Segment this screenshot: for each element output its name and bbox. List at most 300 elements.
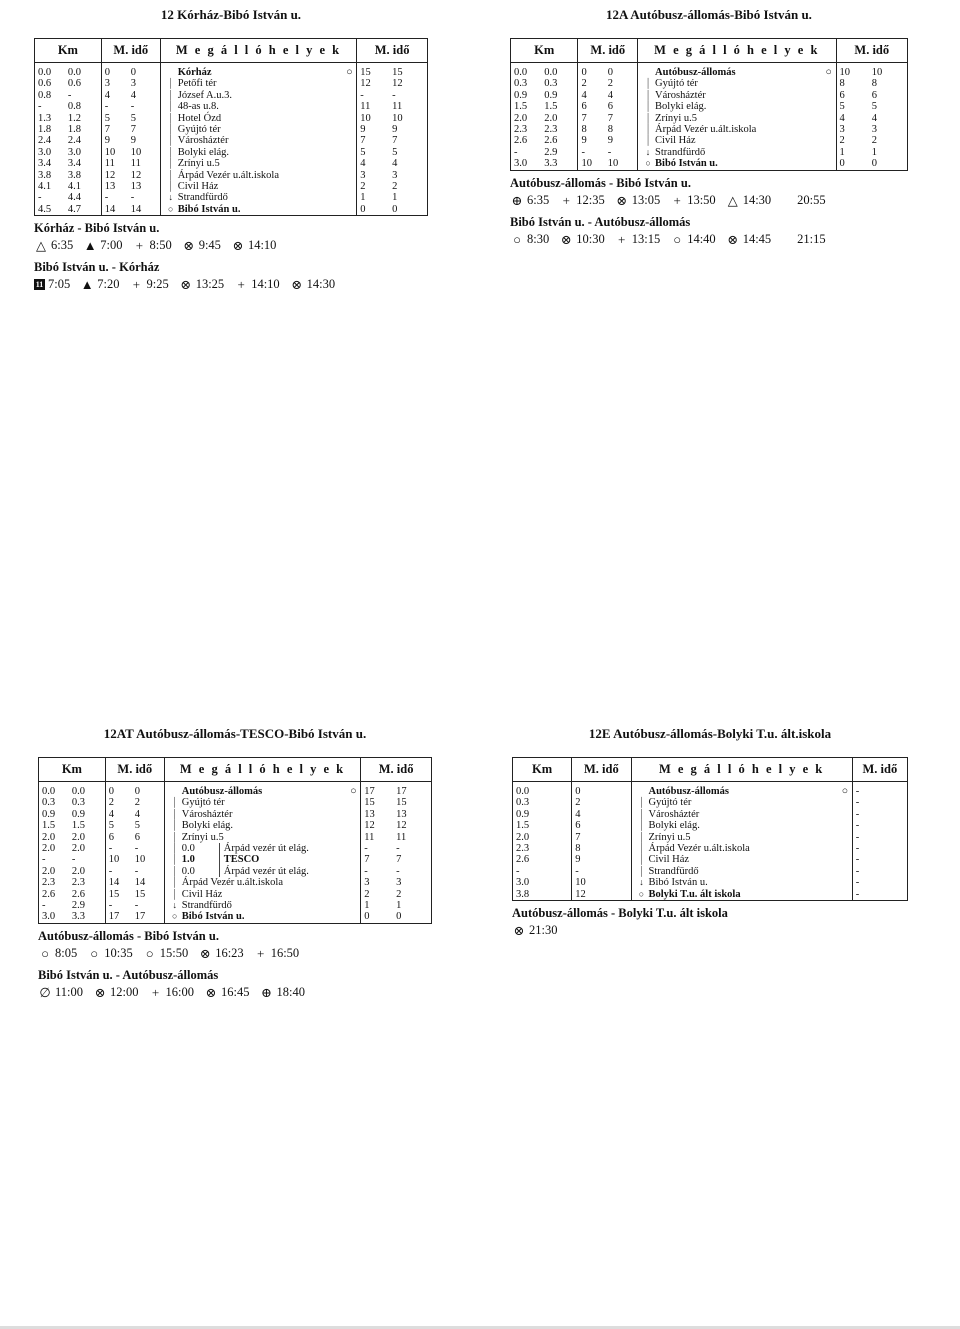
stop-name: Árpád Vezér u.ált.iskola xyxy=(181,877,284,889)
stop-name: Árpád Vezér u.ált.iskola xyxy=(655,124,757,136)
table-row xyxy=(35,135,428,146)
km-value-alt: 2.0 xyxy=(71,831,86,843)
km-value: 1.5 xyxy=(516,820,530,832)
direction-label: Kórház - Bibó István u. xyxy=(34,221,160,236)
stop-name: TESCO xyxy=(223,854,260,866)
schedule-symbol-icon: ⊕ xyxy=(261,984,272,1000)
stop-name: Zrínyi u.5 xyxy=(177,158,220,170)
route-line: │ xyxy=(171,854,178,865)
departure-time: 7:05 xyxy=(48,277,71,292)
column-header: M e g á l l ó h e l y e k xyxy=(638,39,837,63)
km-value: 3.0 xyxy=(514,158,528,170)
departure-time: 20:55 xyxy=(797,192,826,207)
route-line: │ xyxy=(167,181,174,192)
return-terminus-icon: ○ xyxy=(350,786,357,797)
schedule-symbol-icon: + xyxy=(132,277,141,293)
departure-list xyxy=(510,191,908,210)
stop-name: Bolyki T.u. ált iskola xyxy=(648,888,741,900)
timetable-grid xyxy=(38,757,432,924)
km-value: - xyxy=(516,865,520,877)
stop-name: József A.u.3. xyxy=(177,89,232,101)
departure-item xyxy=(87,944,132,963)
km-value: 0.3 xyxy=(516,797,530,809)
return-time-value: - xyxy=(855,843,860,855)
route-line: │ xyxy=(167,169,174,180)
terminus-icon: ○ xyxy=(172,911,178,922)
km-value: 2.3 xyxy=(42,877,56,889)
departure-time: 16:45 xyxy=(220,984,250,999)
return-time-value-alt: 7 xyxy=(392,135,398,147)
time-value-alt: 10 xyxy=(134,854,146,866)
return-time-value: 9 xyxy=(360,124,366,136)
route-line: │ xyxy=(171,877,178,888)
return-time-value: 4 xyxy=(360,158,366,170)
km-value-alt: 2.0 xyxy=(71,865,86,877)
return-time-value: - xyxy=(855,831,860,843)
return-time-value-alt: 11 xyxy=(396,831,407,843)
time-value: 10 xyxy=(575,877,586,889)
km-value: - xyxy=(38,192,42,204)
table-row xyxy=(513,809,908,820)
km-value-alt: 4.1 xyxy=(67,181,82,193)
route-line: │ xyxy=(644,112,652,123)
time-value: 0 xyxy=(581,67,587,78)
km-value-alt: 2.4 xyxy=(67,135,82,147)
km-value: 2.6 xyxy=(42,888,56,900)
route-line: │ xyxy=(644,135,652,146)
departure-time: 18:40 xyxy=(276,984,305,999)
stop-name: Városháztér xyxy=(655,89,706,101)
return-time-value: - xyxy=(855,854,860,866)
departure-item xyxy=(559,230,604,249)
departure-item xyxy=(259,983,304,1002)
schedule-symbol-icon: + xyxy=(257,945,265,961)
schedule-symbol-icon: △ xyxy=(727,192,738,208)
departure-item xyxy=(198,944,243,963)
table-row xyxy=(39,782,432,798)
return-time-value: 3 xyxy=(364,877,370,889)
return-time-value: - xyxy=(855,786,860,797)
km-value: 1.3 xyxy=(38,112,52,124)
km-value: 2.3 xyxy=(516,843,530,855)
time-value: 0 xyxy=(108,786,115,797)
return-time-value-alt: 8 xyxy=(871,78,878,90)
timetable-grid xyxy=(34,38,428,216)
stop-name: Strandfürdő xyxy=(181,900,232,912)
time-value: - xyxy=(108,843,113,855)
time-value-alt: 8 xyxy=(607,124,613,136)
departure-time: 21:15 xyxy=(797,231,826,246)
return-time-value-alt: 9 xyxy=(392,124,398,136)
route-line: │ xyxy=(171,797,178,808)
return-time-value-alt: 2 xyxy=(396,888,402,900)
km-value: - xyxy=(42,854,46,866)
table-row xyxy=(35,170,428,181)
table-row xyxy=(511,135,908,146)
time-value: 6 xyxy=(581,101,587,113)
branch-km: 0.0 xyxy=(182,866,220,877)
time-value: 4 xyxy=(575,808,581,820)
stop-name: Gyújtó tér xyxy=(648,797,692,809)
departure-item xyxy=(83,236,122,255)
return-time-value: 4 xyxy=(839,112,845,124)
departure-time: 8:50 xyxy=(149,238,172,253)
km-value: 2.0 xyxy=(42,831,56,843)
stop-name: Árpád Vezér u.ált.iskola xyxy=(648,843,750,855)
route-line: │ xyxy=(171,843,178,854)
departure-time: 10:35 xyxy=(104,945,133,960)
km-value: 3.4 xyxy=(38,158,52,170)
table-row xyxy=(39,889,432,900)
km-value-alt: 0.6 xyxy=(67,78,82,90)
timetable-12a xyxy=(510,6,908,249)
departure-time: 13:50 xyxy=(687,192,716,207)
departure-time: 16:23 xyxy=(215,945,244,960)
time-value: 5 xyxy=(104,112,111,124)
schedule-symbol-icon: + xyxy=(618,231,626,247)
time-value: 14 xyxy=(108,877,120,889)
route-line: │ xyxy=(167,89,174,100)
time-value: 2 xyxy=(575,797,581,809)
return-time-value-alt: 15 xyxy=(392,67,403,78)
stop-name: Autóbusz-állomás xyxy=(655,67,736,78)
table-row xyxy=(35,113,428,124)
departure-time: 12:00 xyxy=(110,984,139,999)
stop-name: Autóbusz-állomás xyxy=(648,786,730,797)
schedule-symbol-icon: ⊗ xyxy=(727,231,739,247)
route-line: │ xyxy=(638,831,645,842)
return-time-value: - xyxy=(855,820,860,832)
column-header: Km xyxy=(39,758,106,782)
km-value: 3.8 xyxy=(38,169,52,181)
table-row xyxy=(39,911,432,923)
return-time-value-alt: 2 xyxy=(871,135,878,147)
table-row xyxy=(35,101,428,112)
departure-item xyxy=(726,230,771,249)
departure-time: 14:30 xyxy=(742,192,772,207)
timetable-grid xyxy=(510,38,908,171)
time-value-alt: 17 xyxy=(134,911,146,923)
time-value-alt: 6 xyxy=(607,101,613,113)
departure-item xyxy=(615,191,660,210)
time-value: - xyxy=(104,192,109,204)
time-value-alt: 15 xyxy=(134,888,146,900)
return-time-value-alt: 3 xyxy=(871,124,878,136)
return-time-value: - xyxy=(855,877,860,889)
time-value: - xyxy=(581,146,585,158)
return-time-value-alt: 0 xyxy=(871,158,878,170)
route-line: │ xyxy=(171,808,178,819)
km-value-alt: 2.3 xyxy=(544,124,558,136)
stop-name: Bibó István u. xyxy=(648,877,708,889)
schedule-symbol-icon: ○ xyxy=(41,945,49,961)
table-row xyxy=(35,147,428,158)
time-value: - xyxy=(108,900,113,912)
direction-arrow-icon: ↓ xyxy=(645,146,651,157)
route-line: │ xyxy=(638,797,645,808)
time-value: 11 xyxy=(104,158,115,170)
return-time-value: 13 xyxy=(364,808,375,820)
route-line: │ xyxy=(644,78,652,89)
table-row xyxy=(39,866,432,877)
schedule-symbol-icon: ⊗ xyxy=(183,238,195,254)
return-time-value: 3 xyxy=(839,124,845,136)
return-time-value-alt: - xyxy=(396,843,400,855)
schedule-symbol-icon: ⊕ xyxy=(511,192,523,208)
km-value-alt: 0.3 xyxy=(71,797,86,809)
km-value-alt: 0.9 xyxy=(71,808,86,820)
departure-item xyxy=(615,230,660,249)
departure-item xyxy=(132,236,171,255)
return-time-value-alt: 12 xyxy=(396,820,407,832)
km-value-alt: 1.2 xyxy=(67,112,82,124)
departure-item xyxy=(149,983,194,1002)
km-value-alt: 3.3 xyxy=(71,911,86,923)
time-value-alt: - xyxy=(130,192,135,204)
return-time-value: - xyxy=(855,888,860,900)
time-value-alt: 2 xyxy=(134,797,141,809)
return-time-value: 17 xyxy=(364,786,375,797)
km-value-alt: - xyxy=(71,854,76,866)
km-value-alt: 4.7 xyxy=(67,203,82,215)
table-row xyxy=(511,147,908,158)
km-value: 0.6 xyxy=(38,78,52,90)
departure-time: 13:15 xyxy=(631,231,661,246)
return-time-value-alt: 1 xyxy=(392,192,398,204)
km-value: 2.3 xyxy=(514,124,528,136)
km-value: 2.6 xyxy=(514,135,528,147)
schedule-symbol-icon: + xyxy=(151,984,160,1000)
km-value: 0.3 xyxy=(514,78,528,90)
time-value-alt: 9 xyxy=(130,135,137,147)
return-time-value: 0 xyxy=(364,911,370,923)
return-time-value-alt: 1 xyxy=(396,900,402,912)
column-header: Km xyxy=(35,39,102,63)
time-value: 5 xyxy=(108,820,115,832)
table-row xyxy=(511,101,908,112)
table-row xyxy=(511,78,908,89)
km-value: 0.0 xyxy=(42,786,56,797)
time-value-alt: 7 xyxy=(130,124,137,136)
table-row xyxy=(513,820,908,831)
route-line: │ xyxy=(638,854,645,865)
route-line: │ xyxy=(167,101,174,112)
km-value-alt: 0.8 xyxy=(67,101,82,113)
time-value: 10 xyxy=(108,854,120,866)
route-line: │ xyxy=(171,820,178,831)
km-value-alt: 1.5 xyxy=(71,820,86,832)
timetable-grid xyxy=(512,757,908,901)
time-value-alt: 5 xyxy=(130,112,137,124)
km-value: 3.0 xyxy=(42,911,56,923)
km-value-alt: 0.9 xyxy=(544,89,558,101)
stop-name: Zrínyi u.5 xyxy=(181,831,224,843)
stop-name: Civil Ház xyxy=(655,135,696,147)
time-value: 7 xyxy=(104,124,111,136)
km-value: 3.0 xyxy=(38,146,52,158)
departure-time: 14:10 xyxy=(247,238,277,253)
km-value-alt: 0.3 xyxy=(544,78,558,90)
stop-name: Bolyki elág. xyxy=(648,820,700,832)
table-row xyxy=(39,877,432,888)
time-value: 13 xyxy=(104,181,116,193)
km-value: 2.0 xyxy=(516,831,530,843)
return-time-value-alt: 11 xyxy=(392,101,403,113)
stop-name: Bibó István u. xyxy=(177,203,241,215)
column-header: M. idő xyxy=(836,39,907,63)
return-time-value-alt: - xyxy=(392,89,396,101)
km-value: 1.5 xyxy=(514,101,528,113)
return-time-value-alt: 17 xyxy=(396,786,407,797)
km-value: 0.0 xyxy=(516,786,530,797)
return-time-value: 0 xyxy=(839,158,845,170)
departure-item xyxy=(510,230,549,249)
time-value-alt: 3 xyxy=(130,78,137,90)
timetable-title: 12AT Autóbusz-állomás-TESCO-Bibó István u. xyxy=(103,726,367,741)
return-time-value: 15 xyxy=(360,67,371,78)
table-row xyxy=(39,854,432,865)
km-value: 4.1 xyxy=(38,181,52,193)
schedule-symbol-icon: + xyxy=(237,277,245,293)
return-time-value-alt: 1 xyxy=(871,146,878,158)
schedule-symbol-icon: ○ xyxy=(673,231,682,247)
departure-item xyxy=(179,275,224,294)
table-row xyxy=(513,889,908,901)
route-line: │ xyxy=(638,820,645,831)
return-time-value: 2 xyxy=(360,181,366,193)
route-line: │ xyxy=(167,78,174,89)
stop-name: Civil Ház xyxy=(177,181,219,193)
departure-time: 8:05 xyxy=(55,945,78,960)
km-value-alt: 0.0 xyxy=(544,67,558,78)
time-value-alt: 12 xyxy=(130,169,142,181)
time-value: 8 xyxy=(581,124,587,136)
schedule-symbol-icon: ▲ xyxy=(83,238,97,254)
departure-time: 16:00 xyxy=(165,984,194,999)
table-row xyxy=(39,809,432,820)
stop-name: Bolyki elág. xyxy=(181,820,234,832)
time-value-alt: - xyxy=(134,843,139,855)
table-row xyxy=(39,797,432,808)
departure-time: 16:50 xyxy=(270,945,300,960)
return-time-value: 12 xyxy=(364,820,375,832)
return-time-value: 7 xyxy=(364,854,370,866)
direction-label: Bibó István u. - Kórház xyxy=(34,260,160,275)
return-time-value: 11 xyxy=(360,101,371,113)
time-value: 6 xyxy=(575,820,581,832)
branch-km: 0.0 xyxy=(182,843,220,854)
stop-name: Gyújtó tér xyxy=(177,124,221,136)
departure-item xyxy=(231,236,276,255)
departure-item xyxy=(670,191,715,210)
time-value: 7 xyxy=(581,112,587,124)
departure-item xyxy=(34,275,70,294)
route-line: │ xyxy=(167,146,174,157)
return-time-value-alt: 0 xyxy=(392,203,398,215)
return-time-value-alt: 2 xyxy=(392,181,398,193)
schedule-symbol-icon: ⊗ xyxy=(205,984,217,1000)
departure-item xyxy=(512,921,557,940)
schedule-symbol-icon: ⊗ xyxy=(232,238,244,254)
route-line: │ xyxy=(644,124,652,135)
km-value: 0.0 xyxy=(514,67,528,78)
return-time-value: 12 xyxy=(360,78,371,90)
stop-name: Városháztér xyxy=(177,135,229,147)
table-row xyxy=(513,797,908,808)
departure-list xyxy=(38,944,432,963)
table-row xyxy=(511,113,908,124)
departure-time: 7:20 xyxy=(97,277,120,292)
timetable-12 xyxy=(34,6,428,294)
stop-name: Civil Ház xyxy=(648,854,690,866)
time-value-alt: 13 xyxy=(130,181,142,193)
departure-item xyxy=(797,230,825,249)
time-value-alt: 11 xyxy=(130,158,141,170)
km-value: 0.8 xyxy=(38,89,52,101)
departure-item xyxy=(182,236,221,255)
return-time-value: 15 xyxy=(364,797,375,809)
departure-list xyxy=(510,230,908,249)
km-value-alt: 2.0 xyxy=(544,112,558,124)
stop-name: Gyújtó tér xyxy=(655,78,698,90)
time-value-alt: 4 xyxy=(130,89,137,101)
time-value: - xyxy=(104,101,109,113)
timetable-12at xyxy=(38,725,432,1002)
table-row xyxy=(513,854,908,865)
time-value-alt: 10 xyxy=(607,158,619,170)
schedule-symbol-icon: ⊗ xyxy=(94,984,106,1000)
return-time-value: 5 xyxy=(839,101,845,113)
km-value: 2.0 xyxy=(42,843,56,855)
table-row xyxy=(35,204,428,216)
schedule-symbol-icon: + xyxy=(673,192,681,208)
table-row xyxy=(35,63,428,79)
departure-item xyxy=(290,275,335,294)
route-line: │ xyxy=(167,158,174,169)
stop-name: Kórház xyxy=(177,67,212,78)
table-row xyxy=(35,192,428,203)
time-value: 3 xyxy=(104,78,111,90)
column-header: M. idő xyxy=(101,39,160,63)
km-value-alt: 0.0 xyxy=(71,786,86,797)
km-value: 0.9 xyxy=(42,808,56,820)
route-line: │ xyxy=(638,865,645,876)
return-time-value-alt: 3 xyxy=(396,877,402,889)
direction-arrow-icon: ↓ xyxy=(168,192,173,203)
departure-item xyxy=(80,275,119,294)
schedule-symbol-icon: + xyxy=(135,238,144,254)
column-header: M. idő xyxy=(572,758,631,782)
departure-item xyxy=(93,983,138,1002)
departure-time: 11:00 xyxy=(55,984,84,999)
timetable-title: 12 Kórház-Bibó István u. xyxy=(160,7,302,22)
time-value: 4 xyxy=(108,808,115,820)
time-value: 10 xyxy=(581,158,592,170)
stop-name: Árpád vezér út elág. xyxy=(223,843,309,855)
column-header: M. idő xyxy=(105,758,164,782)
stop-name: Bolyki elág. xyxy=(177,146,230,158)
return-time-value: 8 xyxy=(839,78,845,90)
km-value: 1.8 xyxy=(38,124,52,136)
direction-arrow-icon: ↓ xyxy=(639,877,644,888)
time-value: 7 xyxy=(575,831,581,843)
table-row xyxy=(513,866,908,877)
column-header: Km xyxy=(511,39,578,63)
return-time-value-alt: 12 xyxy=(392,78,403,90)
table-row xyxy=(39,832,432,843)
departure-item xyxy=(670,230,715,249)
table-row xyxy=(35,181,428,192)
